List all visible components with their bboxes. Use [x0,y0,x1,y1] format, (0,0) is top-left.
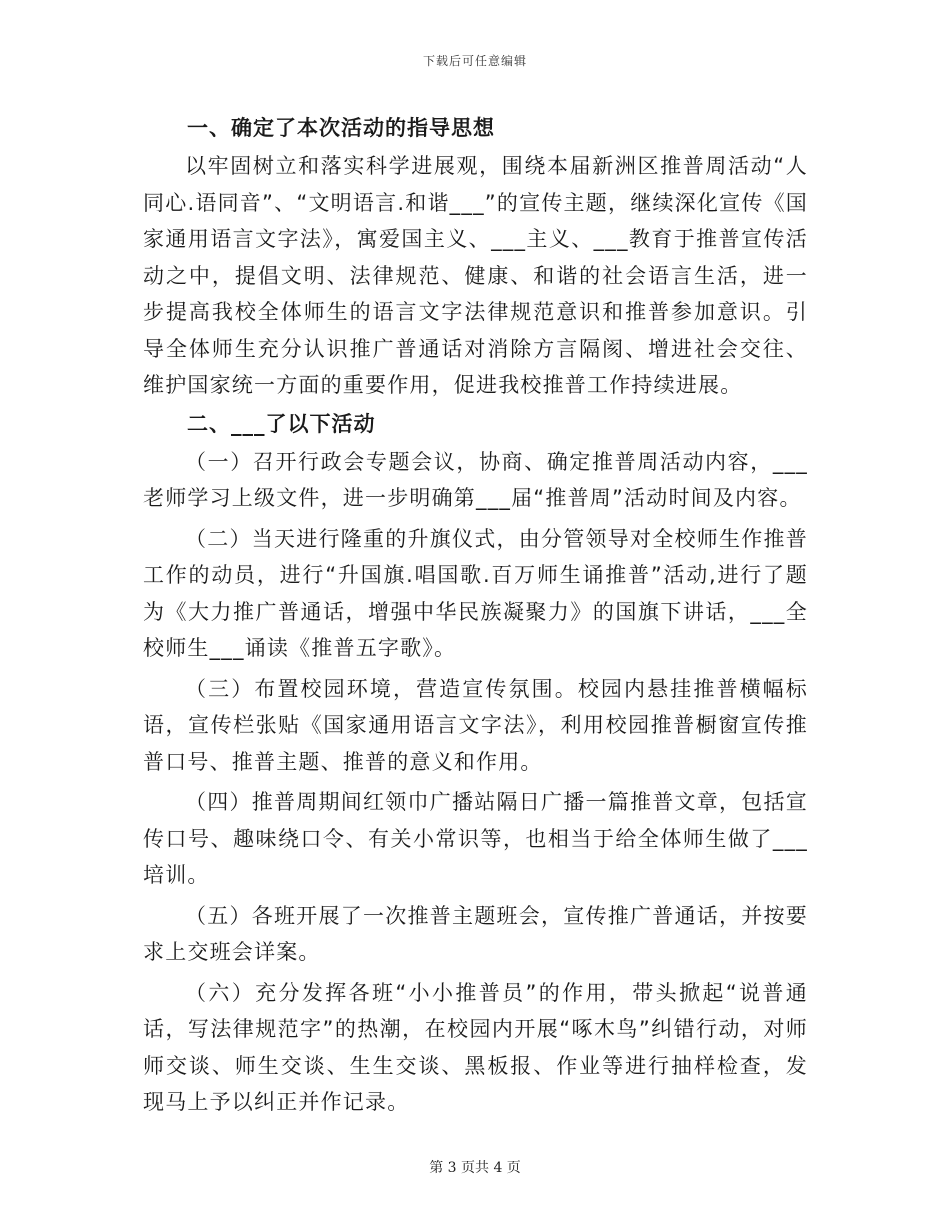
activity-item-1: （一）召开行政会专题会议，协商、确定推普周活动内容，___老师学习上级文件，进一步明确第___届“推普周”活动时间及内容。 [143,449,808,510]
section-heading-1: 一、确定了本次活动的指导思想 [187,116,495,140]
activity-item-4: （四）推普周期间红领巾广播站隔日广播一篇推普文章，包括宣传口号、趣味绕口令、有关小常识等，也相当于给全体师生做了___培训。 [143,790,808,887]
activity-item-3: （三）布置校园环境，营造宣传氛围。校园内悬挂推普横幅标语，宣传栏张贴《国家通用语言文字法》，利用校园推普橱窗宣传推普口号、推普主题、推普的意义和作用。 [143,676,808,774]
page-header: 下载后可任意编辑 [422,54,527,68]
section-1-paragraph: 以牢固树立和落实科学进展观，围绕本届新洲区推普周活动“人同心.语同音”、“文明语言.和谐___”的宣传主题，继续深化宣传《国家通用语言文字法》，寓爱国主义、___主义、___教育于推普宣传活动之中，提倡文明、法律规范、健康、和谐的社会语言生活，进一步提高我校全体师生的语言文字法律规范意识和推普参加意识。引导全体师生充分认识推广普通话对消除方言隔阂、增进社会交往、维护国家统一方面的重要作用，促进我校推普工作持续进展。 [143,154,808,397]
page-footer: 第 3 页共 4 页 [429,1160,521,1176]
section-heading-2: 二、___了以下活动 [187,411,376,436]
activity-item-2: （二）当天进行隆重的升旗仪式，由分管领导对全校师生作推普工作的动员，进行“升国旗.唱国歌.百万师生诵推普”活动,进行了题为《大力推广普通话，增强中华民族凝聚力》的国旗下讲话，___全校师生___诵读《推普五字歌》。 [143,526,808,660]
activity-item-5: （五）各班开展了一次推普主题班会，宣传推广普通话，并按要求上交班会详案。 [143,903,808,964]
document-body [143,108,808,1121]
activity-item-6: （六）充分发挥各班“小小推普员”的作用，带头掀起“说普通话，写法律规范字”的热潮，在校园内开展“啄木鸟”纠错行动，对师师交谈、师生交谈、生生交谈、黑板报、作业等进行抽样检查，发现马上予以纠正并作记录。 [143,980,808,1114]
